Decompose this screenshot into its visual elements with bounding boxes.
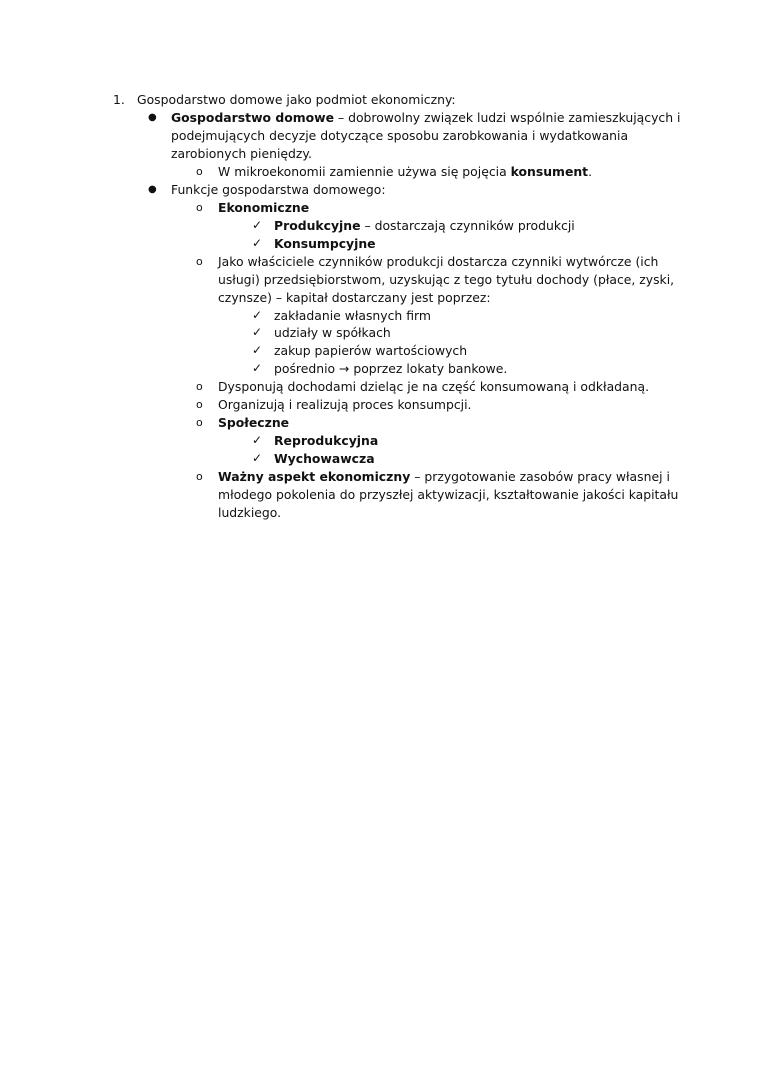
economic-label-text: Ekonomiczne (218, 200, 310, 215)
check-icon: ✓ (252, 308, 263, 322)
owners-line-1: Jako właściciele czynników produkcji dostarcza czynniki wytwórcze (ich (218, 254, 659, 269)
aspect-text: – przygotowanie zasobów pracy własnej i (410, 469, 670, 484)
list-number: 1. (113, 92, 125, 107)
economic-check-2 (274, 235, 376, 252)
capital-item: zakup papierów wartościowych (274, 343, 468, 358)
definition-line-1 (171, 109, 680, 126)
definition-text: – dobrowolny związek ludzi wspólnie zamieszkujących i (334, 110, 681, 125)
bullet-circle-icon: o (196, 470, 203, 483)
social-check-1 (274, 432, 378, 449)
income-line: Dysponują dochodami dzieląc je na część konsumowaną i odkładaną. (218, 379, 650, 394)
aspect-line-3: ludzkiego. (218, 505, 282, 520)
social-check-2 (274, 450, 375, 467)
bullet-circle-icon: o (196, 416, 203, 429)
check-icon: ✓ (252, 236, 263, 250)
social-label (218, 414, 289, 431)
check-text: – dostarczają czynników produkcji (360, 218, 575, 233)
functions-title: Funkcje gospodarstwa domowego: (171, 182, 386, 197)
capital-item: udziały w spółkach (274, 325, 391, 340)
definition-term: Gospodarstwo domowe (171, 110, 335, 125)
owners-line-2: usługi) przedsiębiorstwom, uzyskując z tego tytułu dochody (płace, zyski, (218, 272, 675, 287)
definition-line-2: podejmujących decyzje dotyczące sposobu zarobkowania i wydatkowania (171, 128, 629, 143)
check-term: Reprodukcyjna (274, 433, 379, 448)
bullet-dot-icon: ● (148, 184, 157, 195)
bullet-circle-icon: o (196, 201, 203, 214)
bullet-circle-icon: o (196, 255, 203, 268)
economic-label (218, 199, 309, 216)
check-icon: ✓ (252, 343, 263, 357)
definition-line-3: zarobionych pieniędzy. (171, 146, 312, 161)
check-icon: ✓ (252, 433, 263, 447)
check-icon: ✓ (252, 361, 263, 375)
check-icon: ✓ (252, 218, 263, 232)
social-label-text: Społeczne (218, 415, 290, 430)
consumer-term: konsument (510, 164, 589, 179)
consumer-note (218, 163, 592, 180)
check-icon: ✓ (252, 325, 263, 339)
owners-line-3: czynsze) – kapitał dostarczany jest poprzez: (218, 290, 491, 305)
aspect-term: Ważny aspekt ekonomiczny (218, 469, 411, 484)
section-title: Gospodarstwo domowe jako podmiot ekonomiczny: (137, 92, 456, 107)
check-term: Produkcyjne (274, 218, 361, 233)
aspect-line-2: młodego pokolenia do przyszłej aktywizacji, kształtowanie jakości kapitału (218, 487, 679, 502)
capital-item: pośrednio → poprzez lokaty bankowe. (274, 361, 508, 376)
bullet-circle-icon: o (196, 398, 203, 411)
capital-item: zakładanie własnych firm (274, 308, 431, 323)
bullet-circle-icon: o (196, 380, 203, 393)
economic-check-1 (274, 217, 575, 234)
consumer-note-text: W mikroekonomii zamiennie używa się pojęcia (218, 164, 511, 179)
consumer-note-end: . (588, 164, 593, 179)
check-term: Konsumpcyjne (274, 236, 376, 251)
organize-line: Organizują i realizują proces konsumpcji. (218, 397, 472, 412)
check-term: Wychowawcza (274, 451, 375, 466)
check-icon: ✓ (252, 451, 263, 465)
bullet-dot-icon: ● (148, 112, 157, 123)
bullet-circle-icon: o (196, 165, 203, 178)
aspect-line-1 (218, 468, 670, 485)
